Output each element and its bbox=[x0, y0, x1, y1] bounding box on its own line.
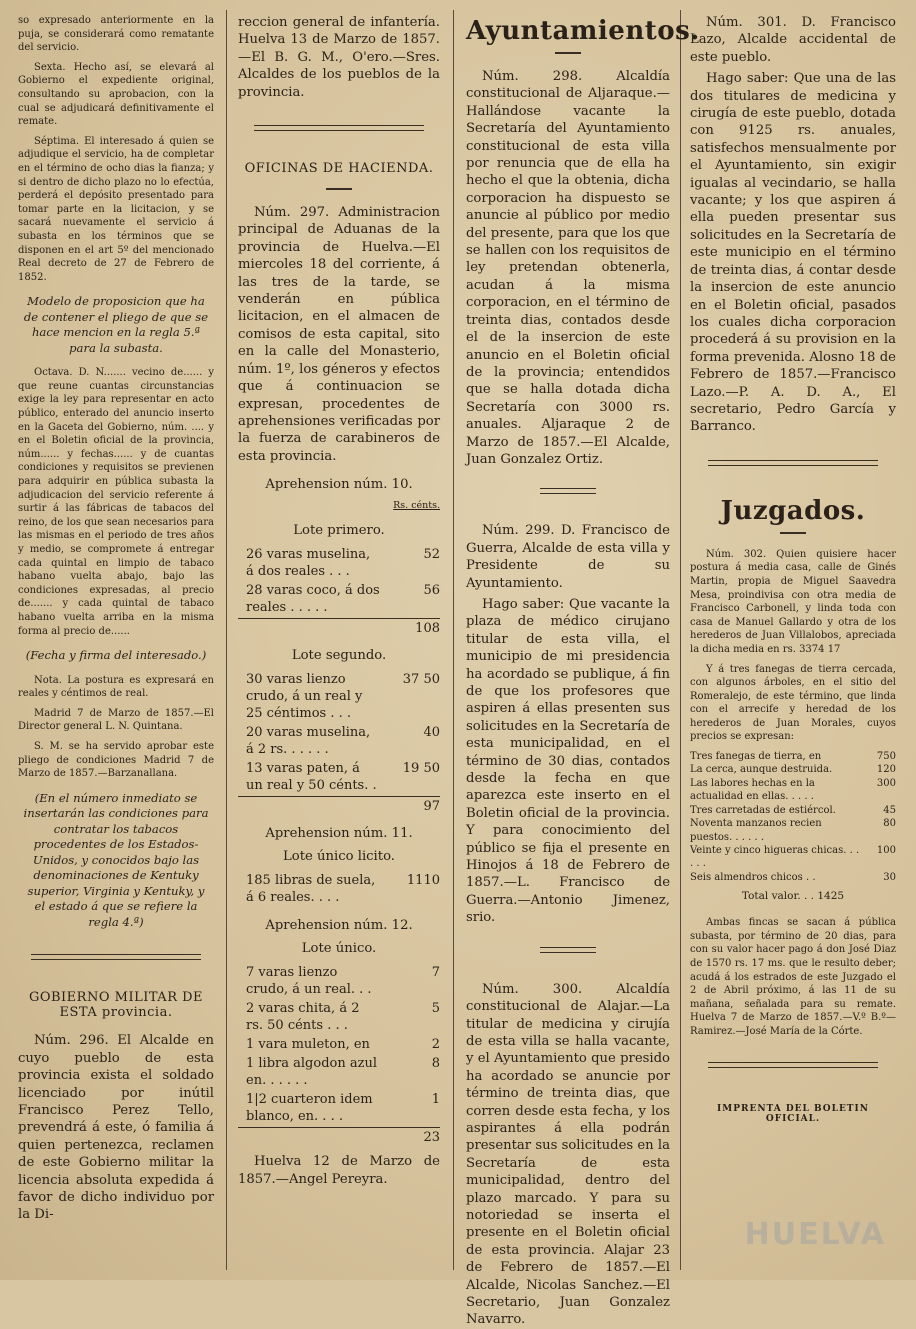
lot-subtotal: 97 bbox=[238, 796, 440, 814]
column-2 bbox=[238, 14, 440, 1266]
price-row: Veinte y cinco higueras chicas. . . . . . 100 bbox=[690, 844, 896, 870]
notice-298: Núm. 298. Alcaldía constitucional de Aljaraque.—Hallándose vacante la Secretaría del Ayuntamiento constitucional de esta villa por renuncia que de ella ha hecho el que la obtenia, dicha corporacion ha dispuesto se anuncie al público por medio del presente, para que los que se hallen con los requisitos de ley pretendan obtenerla, acudan á la misma corporacion, en el término de treinta dias, contados desde el de la insercion de este anuncio en el Boletin oficial de la provincia; entendidos que se halla dotada dicha Secretaría con 3000 rs. anuales. Aljaraque 2 de Marzo de 1857.—El Alcalde, Juan Gonzalez Ortiz. bbox=[466, 69, 670, 467]
madrid-signature: Madrid 7 de Marzo de 1857.—El Director general L. N. Quintana. bbox=[18, 707, 214, 733]
separator bbox=[540, 947, 596, 953]
heading-dash bbox=[555, 52, 581, 54]
oficinas-hacienda-heading: OFICINAS DE HACIENDA. bbox=[244, 161, 434, 177]
column-rule bbox=[680, 10, 681, 1270]
paragraph-octava: Octava. D. N....... vecino de...... y que reune cuantas circunstancias exige la ley para representar en acto público, enterado del anuncio inserto en la Gaceta del Gobierno, núm. .... y en el Boletin oficial de la provincia, núm...... y fechas...... y de cuantas condiciones y requisitos se previenen para adquirir en pública subasta la adjudicacion del servicio referente á surtir á las fábricas de tabacos del reino, de los que sean necesarios para las mismas en el periodo de tres años y medio, se compromete á entregar cada quintal en limpio de tabaco habano vuelta abajo, bajo las condiciones expresadas, al precio de....... y cada quintal de tabaco habano vuelta arriba en la misma forma al precio de...... bbox=[18, 367, 214, 637]
lot-item: 185 libras de suela, á 6 reales. . . . 1110 bbox=[246, 873, 440, 906]
lot-subtotal: 108 bbox=[238, 618, 440, 636]
archive-watermark: HUELVA bbox=[744, 1217, 886, 1252]
price-row: La cerca, aunque destruida. 120 bbox=[690, 764, 896, 776]
separator bbox=[708, 460, 878, 466]
paragraph-continuation: so expresado anteriormente en la puja, se considerará como rematante del servicio. bbox=[18, 15, 214, 54]
lote-primero: Lote primero. bbox=[293, 523, 385, 539]
lot-item: 2 varas chita, á 2 rs. 50 cénts . . . 5 bbox=[246, 1001, 440, 1034]
fecha-firma: (Fecha y firma del interesado.) bbox=[25, 648, 207, 663]
ayuntamientos-heading: Ayuntamientos. bbox=[466, 16, 700, 46]
separator bbox=[540, 488, 596, 494]
price-row: Noventa manzanos recien puestos. . . . . . 80 bbox=[690, 818, 896, 843]
notice-301-body: Hago saber: Que una de las dos titulares de medicina y cirugía de este pueblo, dotada con 9125 rs. anuales, satisfechos mensualmente por el Ayuntamiento, sin exigir igualas al vecindario, se halla vacante; y los que aspiren á ella pueden presentar sus solicitudes en la Secretaría de este municipio en el término de treinta dias, á contar desde la insercion de este anuncio en el Boletin oficial, pasados los cuales dicha corporacion procederá á su provision en la forma prevenida. Alosno 18 de Febrero de 1857.—Francisco Lazo.—P. A. D. A., El secretario, Pedro García y Barranco. bbox=[690, 71, 896, 435]
notice-302: Núm. 302. Quien quisiere hacer postura á media casa, calle de Ginés Martin, propia de Miguel Saavedra Mesa, proindivisa con otra media de Francisco Carbonell, y linda toda con casa de Manuel Gallardo y otra de los herederos de Juan Villalobos, apreciada la dicha media en rs. 3374 17 bbox=[690, 548, 896, 655]
sm-approval: S. M. se ha servido aprobar este pliego de condiciones Madrid 7 de Marzo de 1857.—Barzanallana. bbox=[18, 741, 214, 780]
lot-item: 26 varas muselina, á dos reales . . . 52 bbox=[246, 547, 440, 580]
tres-fanegas: Y á tres fanegas de tierra cercada, con algunos árboles, en el sitio del Romeralejo, de este término, que linda con el arrecife y heredad de los herederos de Juan Morales, cuyos precios se expresan: bbox=[690, 663, 896, 743]
lot-subtotal: 23 bbox=[238, 1127, 440, 1145]
aprehension-11: Aprehension núm. 11. bbox=[265, 826, 413, 842]
ambas-fincas: Ambas fincas se sacan á pública subasta, por término de 20 dias, para con su valor hacer pago á don José Diaz de 1570 rs. 17 ms. que le resulto deber; acudá á los estrados de este Juzgado el 2 de Abril próximo, á las 11 de su mañana, señalada para su remate. Huelva 7 de Marzo de 1857.—V.º B.º—Ramirez.—José María de la Córte. bbox=[690, 917, 896, 1037]
price-table bbox=[690, 750, 896, 884]
huelva-signature: Huelva 12 de Marzo de 1857.—Angel Pereyra. bbox=[238, 1154, 440, 1187]
lote-segundo-items bbox=[238, 671, 440, 794]
price-row: Tres carretadas de estiércol. 45 bbox=[690, 804, 896, 816]
lot-item: 28 varas coco, á dos reales . . . . . 56 bbox=[246, 583, 440, 616]
imprenta-footer: IMPRENTA DEL BOLETIN OFICIAL. bbox=[717, 1104, 869, 1125]
aprehension-12: Aprehension núm. 12. bbox=[265, 918, 413, 934]
modelo-heading: Modelo de proposicion que ha de contener el pliego de que se hace mencion en la regla 5.ª para la subasta. bbox=[23, 294, 209, 355]
column-rule bbox=[226, 10, 227, 1270]
en-el-numero-note: (En el número inmediato se insertarán las condiciones para contratar los tabacos procedentes de los Estados-Unidos, y conocidos bajo las denominaciones de Kentuky superior, Virginia y Kentuky, y el estado á que se refiere la regla 4.ª) bbox=[23, 790, 209, 929]
notice-299-header: Núm. 299. D. Francisco de Guerra, Alcalde de esta villa y Presidente de su Ayuntamiento. bbox=[466, 523, 670, 591]
lote-primero-items bbox=[238, 546, 440, 616]
separator bbox=[254, 125, 424, 131]
continuation-text: reccion general de infantería. Huelva 13 de Marzo de 1857. —El B. G. M., O'ero.—Sres. Alcaldes de los pueblos de la provincia. bbox=[238, 15, 440, 100]
price-row: Tres fanegas de tierra, en 750 bbox=[690, 751, 896, 763]
lot-item: 1|2 cuarteron idem blanco, en. . . . 1 bbox=[246, 1092, 440, 1125]
gobierno-militar-heading: GOBIERNO MILITAR DE ESTA provincia. bbox=[28, 990, 204, 1021]
lote-unico: Lote único. bbox=[301, 941, 377, 957]
lot-item: 20 varas muselina, á 2 rs. . . . . . 40 bbox=[246, 725, 440, 758]
nota: Nota. La postura es expresará en reales y céntimos de real. bbox=[18, 674, 214, 700]
heading-dash bbox=[780, 532, 806, 534]
lot-item: 13 varas paten, á un real y 50 cénts. . 19 50 bbox=[246, 761, 440, 794]
paragraph-sexta: Sexta. Hecho así, se elevará al Gobierno el expediente original, consultando su aprobacion, con la cual se adjudicará definitivamente el remate. bbox=[18, 61, 214, 128]
notice-301-header: Núm. 301. D. Francisco Lazo, Alcalde accidental de este pueblo. bbox=[690, 15, 896, 65]
total-valor: Total valor. . . 1425 bbox=[741, 890, 845, 903]
separator bbox=[31, 954, 201, 960]
aprehension-10: Aprehension núm. 10. bbox=[265, 477, 413, 493]
notice-297: Núm. 297. Administracion principal de Aduanas de la provincia de Huelva.—El miercoles 18 del corriente, á las tres de la tarde, se venderán en pública licitacion, en el almacen de comisos de esta capital, sito en la calle del Monasterio, núm. 1º, los géneros y efectos que á continuacion se expresan, procedentes de aprehensiones verificadas por la fuerza de carabineros de esta provincia. bbox=[238, 205, 440, 464]
price-row: Las labores hechas en la actualidad en ellas. . . . . 300 bbox=[690, 777, 896, 803]
column-3 bbox=[466, 14, 700, 1328]
notice-296: Núm. 296. El Alcalde en cuyo pueblo de esta provincia exista el soldado licenciado por inútil Francisco Perez Tello, prevendrá á este, ó familia á quien pertenezca, reclamen de este Gobierno militar la licencia absoluta expedida á favor de dicho individuo por la Di- bbox=[18, 1033, 214, 1223]
notice-299-body: Hago saber: Que vacante la plaza de médico cirujano titular de esta villa, el municipio de mi presidencia ha acordado se publique, á fin de que los profesores que aspiren á ellas presenten sus solicitudes en la Secretaría de esta municipalidad, en el término de 30 dias, contados desde la fecha en que aparezca este inserto en el Boletin oficial de la provincia. Y para conocimiento del público se fija el presente en Hinojos á 18 de Febrero de 1857.—L. Francisco de Guerra.—Antonio Jimenez, srio. bbox=[466, 596, 670, 926]
lote-unico-items bbox=[238, 964, 440, 1125]
separator bbox=[708, 1062, 878, 1068]
lote-unico-licito: Lote único licito. bbox=[283, 849, 395, 865]
column-rule bbox=[453, 10, 454, 1270]
notice-300: Núm. 300. Alcaldía constitucional de Alajar.—La titular de medicina y cirujía de esta villa se halla vacante, y el Ayuntamiento que presido ha acordado se anuncie por término de treinta dias, que corren desde esta fecha, y los aspirantes á ella podrán presentar sus solicitudes en la Secretaría de esta municipalidad, dentro del plazo marcado. Y para su notoriedad se inserta el presente en el Boletin oficial de esta provincia. Alajar 23 de Febrero de 1857.—El Alcalde, Nicolas Sanchez.—El Secretario, Juan Gonzalez Navarro. bbox=[466, 981, 670, 1328]
lot-item: 1 vara muleton, en 2 bbox=[246, 1037, 440, 1053]
column-4 bbox=[690, 14, 896, 1266]
lot-item: 30 varas lienzo crudo, á un real y 25 céntimos . . . 37 50 bbox=[246, 672, 440, 722]
juzgados-heading: Juzgados. bbox=[720, 495, 866, 526]
heading-dash bbox=[326, 188, 352, 190]
rs-cents-header: Rs. cénts. bbox=[393, 500, 440, 512]
lote-segundo: Lote segundo. bbox=[291, 648, 387, 664]
column-1 bbox=[18, 14, 214, 1266]
lot-item: 1 libra algodon azul en. . . . . . 8 bbox=[246, 1056, 440, 1089]
price-row: Seis almendros chicos . . 30 bbox=[690, 871, 896, 883]
lot-item: 7 varas lienzo crudo, á un real. . . 7 bbox=[246, 965, 440, 998]
paragraph-septima: Séptima. El interesado á quien se adjudique el servicio, ha de completar en el término de ocho dias la fianza; y si dentro de dicho plazo no lo efectúa, perderá el depósito presentado para tomar parte en la licitacion, y se sacará nuevamente el servicio á subasta en los términos que se disponen en el art 5º del mencionado Real decreto de 27 de Febrero de 1852. bbox=[18, 135, 214, 283]
